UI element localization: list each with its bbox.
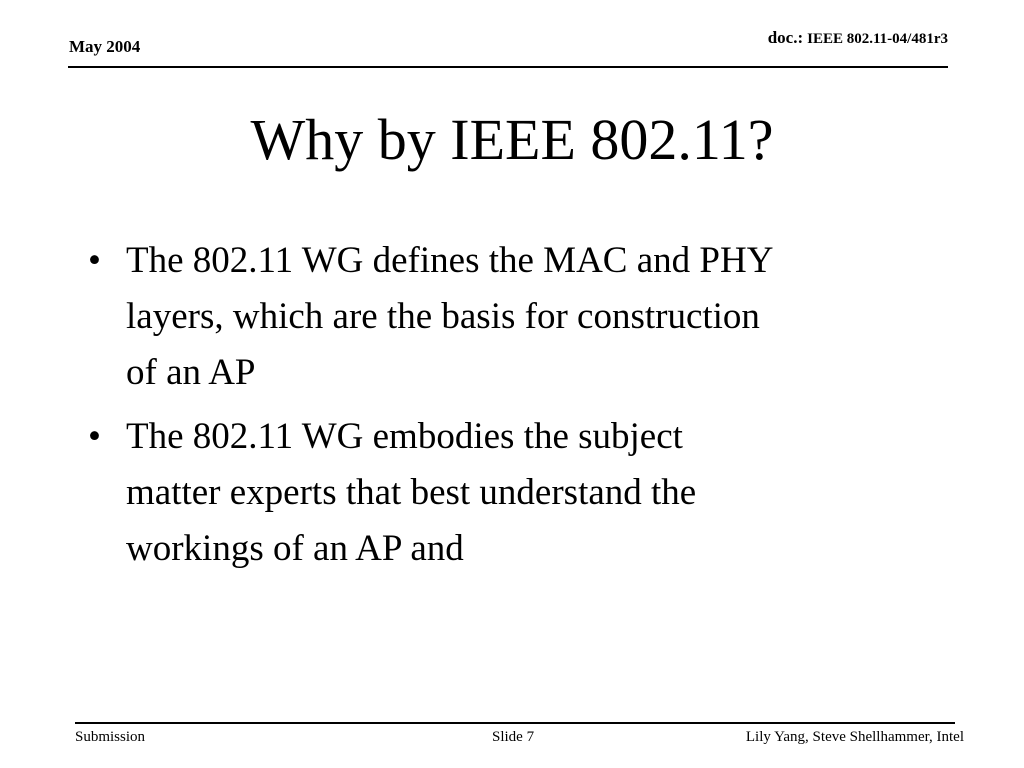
footer-divider xyxy=(75,722,955,724)
header-date: May 2004 xyxy=(69,37,141,56)
bullet-marker: • xyxy=(88,416,101,457)
slide-title: Why by IEEE 802.11? xyxy=(250,107,774,172)
header-doc-prefix: doc.: xyxy=(767,28,804,47)
bullet-text-line: layers, which are the basis for construction xyxy=(126,296,760,337)
header-document-id xyxy=(768,27,948,50)
bullet-marker: • xyxy=(88,240,101,281)
header-doc-number: IEEE 802.11-04/481r3 xyxy=(807,31,948,47)
bullet-text-line: workings of an AP and xyxy=(126,528,464,569)
footer-authors: Lily Yang, Steve Shellhammer, Intel xyxy=(745,729,964,745)
footer-submission: Submission xyxy=(75,729,146,745)
bullet-text-line: The 802.11 WG defines the MAC and PHY xyxy=(126,240,774,281)
bullet-text-line: The 802.11 WG embodies the subject xyxy=(126,416,683,457)
header-divider xyxy=(68,66,948,68)
bullet-item-1 xyxy=(88,233,938,401)
bullet-list xyxy=(88,233,938,585)
bullet-item-2 xyxy=(88,409,938,577)
bullet-text-line: matter experts that best understand the xyxy=(126,472,697,513)
footer-slide-number: Slide 7 xyxy=(492,729,535,745)
bullet-text-line: of an AP xyxy=(126,352,256,393)
